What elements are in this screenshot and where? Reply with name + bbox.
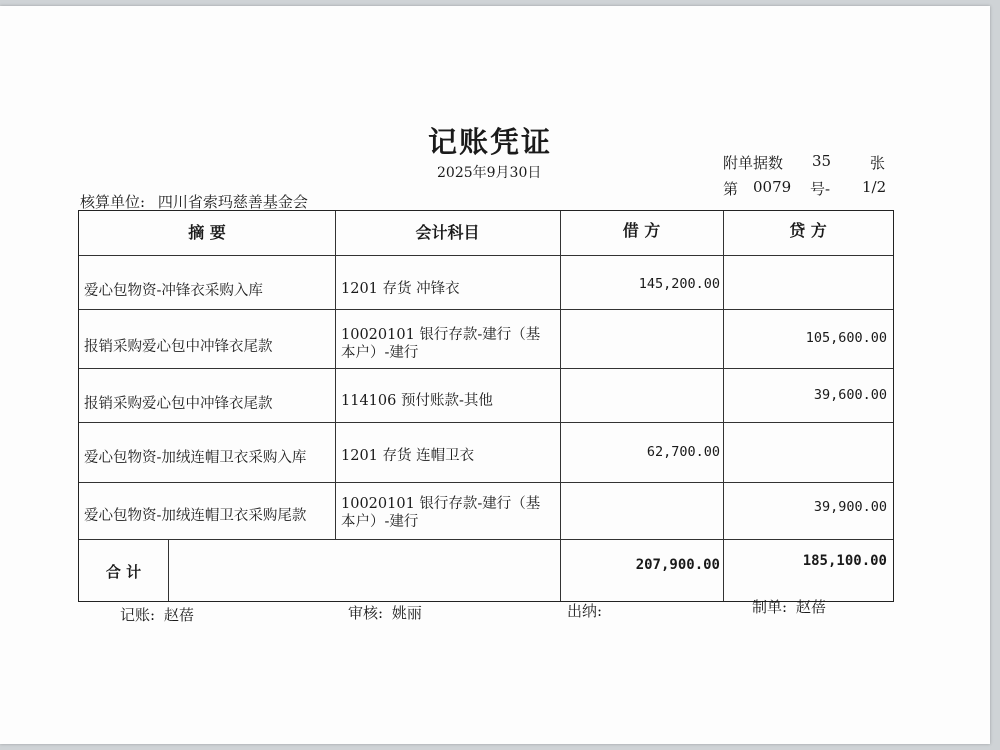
header-account: 会计科目 (415, 223, 480, 242)
total-label: 合 计 (105, 563, 142, 581)
row-divider (79, 255, 893, 256)
unit-label: 核算单位: (80, 193, 146, 211)
row-divider (79, 368, 893, 369)
row-4-summary: 爱心包物资-加绒连帽卫衣采购入库 (84, 450, 307, 466)
row-2-account: 10020101 银行存款-建行（基本户）-建行 (341, 327, 541, 361)
row-3-account: 114106 预付账款-其他 (341, 393, 493, 409)
row-3-credit: 39,600.00 (813, 387, 887, 403)
header-credit: 贷 方 (789, 221, 827, 240)
header-summary: 摘 要 (188, 223, 226, 242)
number-suffix: 号- (810, 180, 831, 198)
row-1-summary: 爱心包物资-冲锋衣采购入库 (84, 283, 263, 299)
col-divider (560, 211, 561, 601)
row-divider (79, 539, 893, 540)
row-3-summary: 报销采购爱心包中冲锋衣尾款 (84, 396, 273, 412)
col-divider (335, 211, 336, 539)
row-5-summary: 爱心包物资-加绒连帽卫衣采购尾款 (84, 508, 307, 524)
attachments-unit: 张 (870, 154, 886, 172)
col-divider (168, 539, 169, 601)
row-divider (79, 482, 893, 483)
row-4-debit: 62,700.00 (646, 444, 720, 460)
auditor-field (348, 602, 422, 623)
col-divider (723, 211, 724, 601)
cashier-label: 出纳: (567, 602, 603, 620)
bookkeeper-field (120, 604, 194, 625)
bookkeeper-label: 记账: (120, 606, 156, 624)
bookkeeper-name: 赵蓓 (163, 606, 194, 624)
row-divider (79, 422, 893, 423)
auditor-label: 审核: (348, 604, 384, 622)
cashier-field (567, 600, 602, 621)
attachments-label: 附单据数 (723, 154, 784, 172)
unit-name: 四川省索玛慈善基金会 (157, 193, 308, 211)
voucher-table (78, 210, 894, 602)
row-1-debit: 145,200.00 (638, 276, 720, 292)
voucher-page (0, 6, 990, 744)
row-1-account: 1201 存货 冲锋衣 (341, 281, 460, 297)
header-debit: 借 方 (622, 221, 661, 240)
row-2-summary: 报销采购爱心包中冲锋衣尾款 (84, 339, 273, 355)
voucher-number: 0079 (753, 178, 792, 196)
preparer-name: 赵蓓 (795, 598, 826, 616)
preparer-label: 制单: (752, 598, 788, 616)
row-5-account: 10020101 银行存款-建行（基本户）-建行 (341, 496, 541, 530)
row-divider (79, 309, 893, 310)
page-indicator: 1/2 (862, 178, 887, 196)
preparer-field (752, 596, 826, 617)
row-2-credit: 105,600.00 (805, 330, 887, 346)
voucher-date: 2025年9月30日 (437, 165, 542, 181)
total-credit: 185,100.00 (802, 553, 887, 569)
accounting-unit (80, 191, 308, 212)
voucher-title: 记账凭证 (427, 125, 552, 159)
number-prefix: 第 (723, 180, 739, 198)
total-debit: 207,900.00 (635, 557, 720, 573)
auditor-name: 姚丽 (391, 604, 422, 622)
row-4-account: 1201 存货 连帽卫衣 (341, 448, 475, 464)
attachments-count: 35 (812, 152, 832, 170)
row-5-credit: 39,900.00 (813, 499, 887, 515)
